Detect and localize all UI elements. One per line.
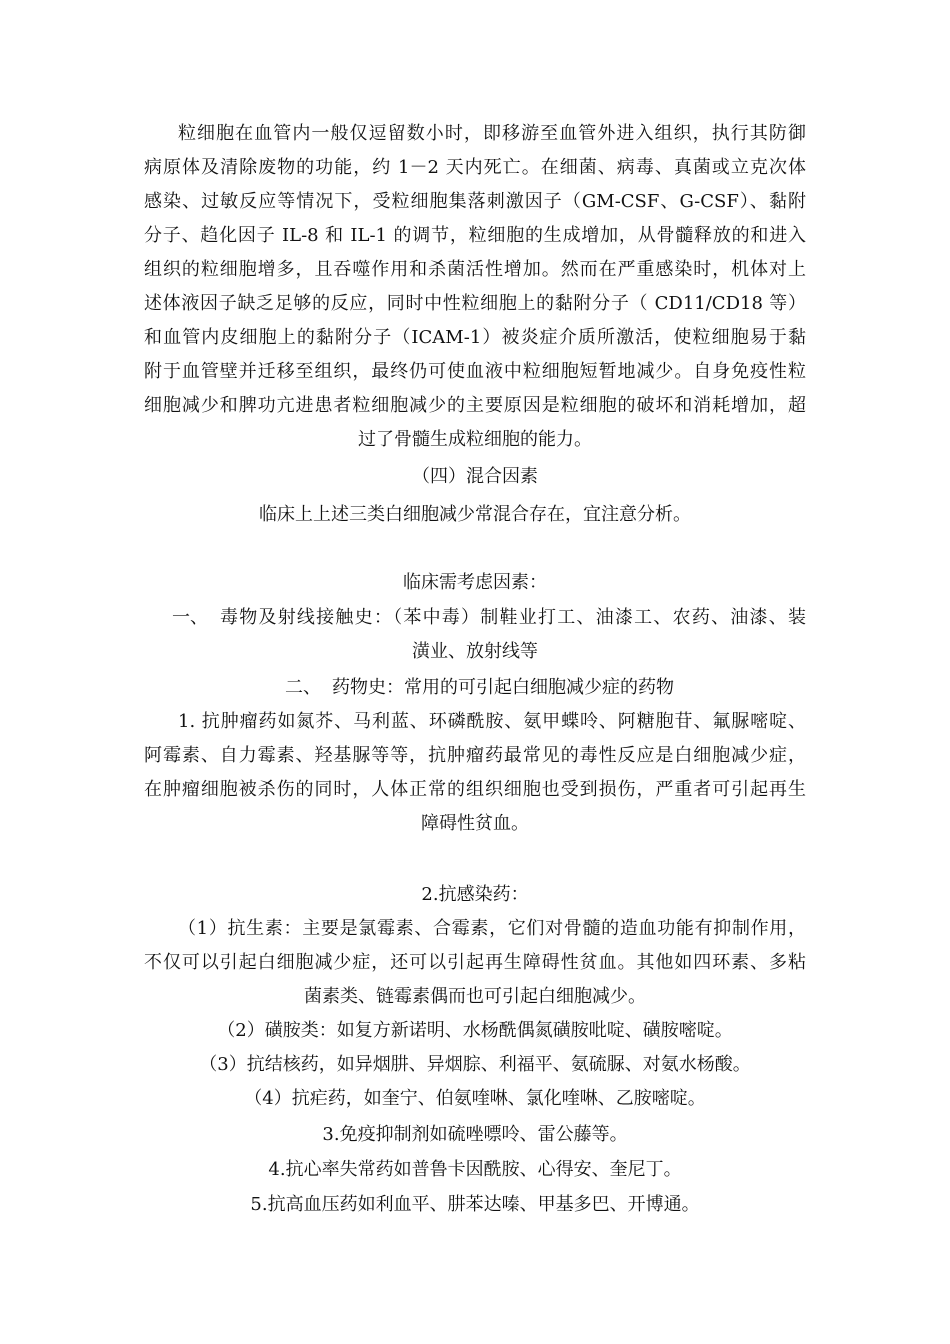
paragraph-line: （1）抗生素：主要是氯霉素、合霉素，它们对骨髓的造血功能有抑制作用， xyxy=(178,918,806,939)
drug-antimalarial: （4）抗疟药，如奎宁、伯氨喹啉、氯化喹啉、乙胺嘧啶。 xyxy=(244,1088,706,1109)
clinical-heading: 临床需考虑因素： xyxy=(403,572,547,593)
section-text: 临床上上述三类白细胞减少常混合存在，宜注意分析。 xyxy=(259,504,691,525)
drug-antihypertensive: 5.抗高血压药如利血平、肼苯达嗪、甲基多巴、开博通。 xyxy=(250,1194,700,1215)
paragraph-line: 1. 抗肿瘤药如氮芥、马利蓝、环磷酰胺、氨甲蝶呤、阿糖胞苷、氟脲嘧啶、 xyxy=(178,711,806,732)
paragraph-line: 粒细胞在血管内一般仅逗留数小时，即移游至血管外进入组织，执行其防御 xyxy=(178,123,806,144)
drug-immunosuppressant: 3.免疫抑制剂如硫唑嘌呤、雷公藤等。 xyxy=(322,1124,628,1145)
drug-anti-infective-heading: 2.抗感染药： xyxy=(421,884,529,905)
list-number: 一、 xyxy=(172,607,208,628)
paragraph-line: 病原体及清除废物的功能，约 1－2 天内死亡。在细菌、病毒、真菌或立克次体 xyxy=(144,157,806,178)
paragraph-line: 述体液因子缺乏足够的反应，同时中性粒细胞上的黏附分子（ CD11/CD18 等） xyxy=(144,293,806,314)
paragraph-line: 细胞减少和脾功亢进患者粒细胞减少的主要原因是粒细胞的破坏和消耗增加，超 xyxy=(144,395,806,416)
paragraph-line: 分子、趋化因子 IL-8 和 IL-1 的调节，粒细胞的生成增加，从骨髓释放的和进入 xyxy=(144,225,806,246)
paragraph-line: 感染、过敏反应等情况下，受粒细胞集落刺激因子（GM-CSF、G-CSF）、黏附 xyxy=(144,191,806,212)
list-item-text: 药物史：常用的可引起白细胞减少症的药物 xyxy=(332,677,674,698)
paragraph-line: 障碍性贫血。 xyxy=(421,813,529,834)
paragraph-line: 在肿瘤细胞被杀伤的同时，人体正常的组织细胞也受到损伤，严重者可引起再生 xyxy=(144,779,806,800)
list-item-text: 潢业、放射线等 xyxy=(412,641,538,662)
drug-antituberculosis: （3）抗结核药，如异烟肼、异烟腙、利福平、氨硫脲、对氨水杨酸。 xyxy=(199,1054,751,1075)
paragraph-line: 阿霉素、自力霉素、羟基脲等等，抗肿瘤药最常见的毒性反应是白细胞减少症， xyxy=(144,745,806,766)
drug-antiarrhythmic: 4.抗心率失常药如普鲁卡因酰胺、心得安、奎尼丁。 xyxy=(268,1159,682,1180)
paragraph-line: 和血管内皮细胞上的黏附分子（ICAM-1）被炎症介质所激活，使粒细胞易于黏 xyxy=(144,327,806,348)
list-item-text: 毒物及射线接触史：（苯中毒）制鞋业打工、油漆工、农药、油漆、装 xyxy=(220,607,806,628)
paragraph-line: 过了骨髓生成粒细胞的能力。 xyxy=(358,429,592,450)
paragraph-line: 附于血管壁并迁移至组织，最终仍可使血液中粒细胞短暂地减少。自身免疫性粒 xyxy=(144,361,806,382)
drug-sulfonamides: （2）磺胺类：如复方新诺明、水杨酰偶氮磺胺吡啶、磺胺嘧啶。 xyxy=(217,1020,733,1041)
paragraph-line: 组织的粒细胞增多，且吞噬作用和杀菌活性增加。然而在严重感染时，机体对上 xyxy=(144,259,806,280)
paragraph-line: 不仅可以引起白细胞减少症，还可以引起再生障碍性贫血。其他如四环素、多粘 xyxy=(144,952,806,973)
list-number: 二、 xyxy=(285,677,321,698)
section-heading: （四）混合因素 xyxy=(412,466,538,487)
paragraph-line: 菌素类、链霉素偶而也可引起白细胞减少。 xyxy=(304,986,646,1007)
